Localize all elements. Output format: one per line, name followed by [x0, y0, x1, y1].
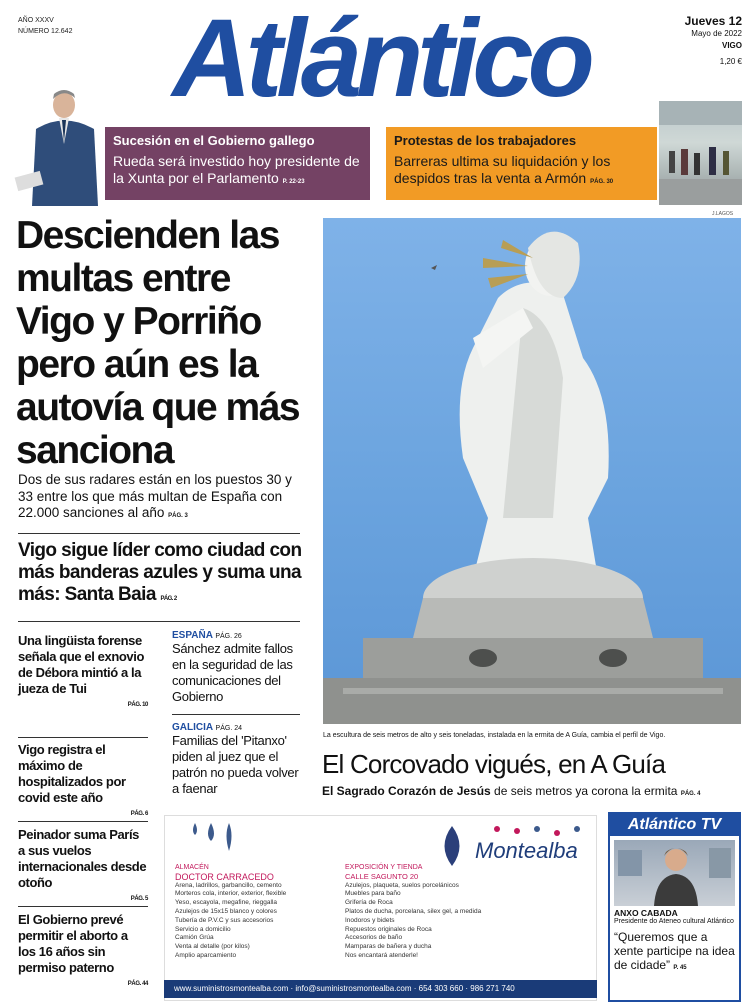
advertisement[interactable]: [164, 815, 597, 1001]
date-city: VIGO: [721, 41, 742, 50]
brief-left[interactable]: Una lingüista forense señala que el exnovio de Débora mintió a la jueza de Tui PÁG. 10: [18, 633, 148, 708]
teaser-body: Rueda será investido hoy presidente de la Xunta por el Parlamento P. 22-23: [113, 153, 360, 186]
ad-footer[interactable]: www.suministrosmontealba.com · info@suministrosmontealba.com · 654 303 660 · 986 271 740: [164, 980, 597, 998]
ad-item: Camión Grúa: [175, 934, 214, 942]
brief-left[interactable]: El Gobierno prevé permitir el aborto a los 16 años sin permiso paterno PÁG. 44: [18, 912, 148, 987]
lead-subheadline: Dos de sus radares están en los puestos 30 y 33 entre los que más multan de España con 22.000 sanciones al año PÁG. 3: [18, 472, 292, 520]
photo-caption: La escultura de seis metros de alto y seis toneladas, instalada en la ermita de A Guía, cambia el perfil de Vigo.: [323, 732, 666, 739]
ad-item: Mamparas de bañera y ducha: [345, 943, 432, 951]
ad-item: Muebles para baño: [345, 890, 401, 898]
tv-quote: “Queremos que a xente participe na idea de cidade” P. 45: [614, 930, 735, 972]
ad-item: Tubería de P.V.C y sus accesorios: [175, 916, 274, 924]
ad-item: Inodoros y bidets: [345, 916, 395, 924]
teaser-body: Barreras ultima su liquidación y los despidos tras la venta a Armón PÁG. 30: [394, 153, 614, 186]
photo-credit: J.LAGOS: [712, 211, 734, 217]
ad-item: Azulejos, plaqueta, suelos porcelánicos: [345, 881, 459, 889]
brief-left[interactable]: Peinador suma París a sus vuelos internacionales desde otoño PÁG. 5: [18, 827, 148, 902]
tv-role: Presidente do Ateneo cultural Atlántico: [614, 918, 734, 925]
ad-item: Morteros cola, interior, exterior, flexible: [175, 890, 287, 898]
ad-item: Repuestos originales de Roca: [345, 925, 432, 933]
ad-left-sub: DOCTOR CARRACEDO: [175, 871, 274, 882]
divider: [18, 906, 148, 907]
brief-left[interactable]: Vigo registra el máximo de hospitalizados por covid este año PÁG. 6: [18, 742, 148, 817]
atlantico-tv-box[interactable]: [608, 812, 741, 1002]
divider: [18, 821, 148, 822]
teaser-workers[interactable]: [386, 127, 657, 200]
politician-photo: [14, 84, 108, 206]
photo-subheadline: El Sagrado Corazón de Jesús de seis metros ya corona la ermita PÁG. 4: [322, 784, 701, 798]
year-label: AÑO XXXV: [18, 17, 54, 24]
ad-item: Arena, ladrillos, garbancillo, cemento: [175, 881, 282, 889]
ad-item: Nos encantará atenderle!: [345, 951, 418, 959]
teaser-kicker: Sucesión en el Gobierno gallego: [113, 133, 315, 148]
ad-item: Venta al detalle (por kilos): [175, 943, 250, 951]
date-block: [685, 14, 742, 68]
divider: [18, 621, 300, 622]
ad-right-head: EXPOSICIÓN Y TIENDA: [345, 864, 423, 871]
lead-headline[interactable]: Descienden las multas entre Vigo y Porriño pero aún es la autovía que más sanciona: [16, 214, 300, 472]
ad-item: Yeso, escayola, megafine, rieggalla: [175, 899, 278, 907]
brief-spain[interactable]: ESPAÑA PÁG. 26 Sánchez admite fallos en la seguridad de las comunicaciones del Gobierno: [172, 630, 293, 704]
ad-item: Grifería de Roca: [345, 899, 393, 907]
date-day: Jueves 12: [684, 14, 742, 28]
price: 1,20 €: [719, 57, 742, 66]
divider: [18, 737, 148, 738]
protest-photo: [659, 101, 742, 205]
divider: [18, 533, 300, 534]
tv-title: Atlántico TV: [610, 814, 739, 836]
photo-headline[interactable]: El Corcovado vigués, en A Guía: [322, 749, 666, 779]
ad-item: Azulejos de 15x15 blanco y colores: [175, 907, 277, 915]
ad-brand: Montealba: [475, 838, 578, 863]
masthead-title[interactable]: Atlántico: [172, 0, 589, 120]
issue-number: NÚMERO 12.642: [18, 28, 73, 35]
ad-item: Accesorios de baño: [345, 934, 403, 942]
drops-icon: [185, 821, 245, 861]
teaser-kicker: Protestas de los trabajadores: [394, 133, 577, 148]
tv-name: ANXO CABADA: [614, 908, 678, 918]
statue-photo: [323, 218, 741, 724]
ad-item: Platos de ducha, porcelana, silex gel, a medida: [345, 907, 482, 915]
ad-right-sub: CALLE SAGUNTO 20: [345, 871, 419, 881]
teaser-politics[interactable]: [105, 127, 370, 200]
divider: [172, 714, 300, 715]
ad-item: Amplio aparcamiento: [175, 951, 237, 959]
brief-galicia[interactable]: GALICIA PÁG. 24 Familias del 'Pitanxo' piden al juez que el patrón no pueda volver a faenar: [172, 722, 299, 796]
date-month-year: Mayo de 2022: [691, 29, 742, 38]
second-headline[interactable]: Vigo sigue líder como ciudad con más banderas azules y suma una más: Santa Baia PÁG. 2: [18, 540, 302, 605]
ad-item: Servicio a domicilio: [175, 925, 231, 933]
ad-left-head: ALMACÉN: [175, 864, 209, 871]
tv-photo: [614, 840, 735, 906]
